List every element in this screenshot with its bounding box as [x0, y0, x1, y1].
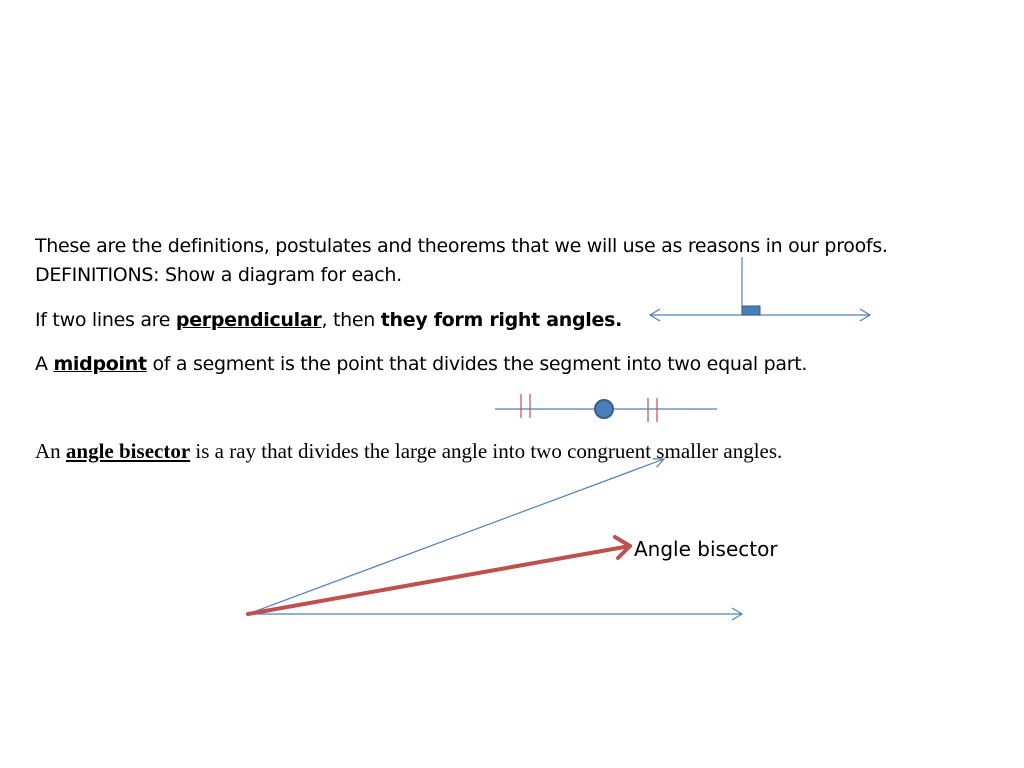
- midpoint-dot: [595, 400, 613, 418]
- angle-bisector-rest: is a ray that divides the large angle into two congruent smaller angles.: [190, 439, 783, 463]
- midpoint-prefix: A: [35, 353, 54, 375]
- perpendicular-middle: , then: [321, 309, 381, 331]
- midpoint-rest: of a segment is the point that divides the segment into two equal part.: [146, 353, 808, 375]
- perpendicular-conclusion: they form right angles.: [380, 309, 622, 331]
- angle-bisector-prefix: An: [35, 439, 66, 463]
- intro-line-1: These are the definitions, postulates and theorems that we will use as reasons in our proofs.: [35, 235, 888, 257]
- midpoint-term: midpoint: [53, 353, 147, 375]
- perpendicular-prefix: If two lines are: [35, 309, 176, 331]
- perpendicular-term: perpendicular: [175, 309, 322, 331]
- intro-line-2: DEFINITIONS: Show a diagram for each.: [35, 264, 402, 286]
- perpendicular-diagram: [650, 257, 870, 321]
- angle-bisector-term: angle bisector: [65, 439, 191, 463]
- midpoint-diagram: [495, 394, 717, 422]
- right-angle-marker: [742, 306, 760, 315]
- upper-ray: [248, 459, 664, 614]
- bisector-ray: [248, 546, 630, 614]
- angle-bisector-label: Angle bisector: [634, 537, 778, 561]
